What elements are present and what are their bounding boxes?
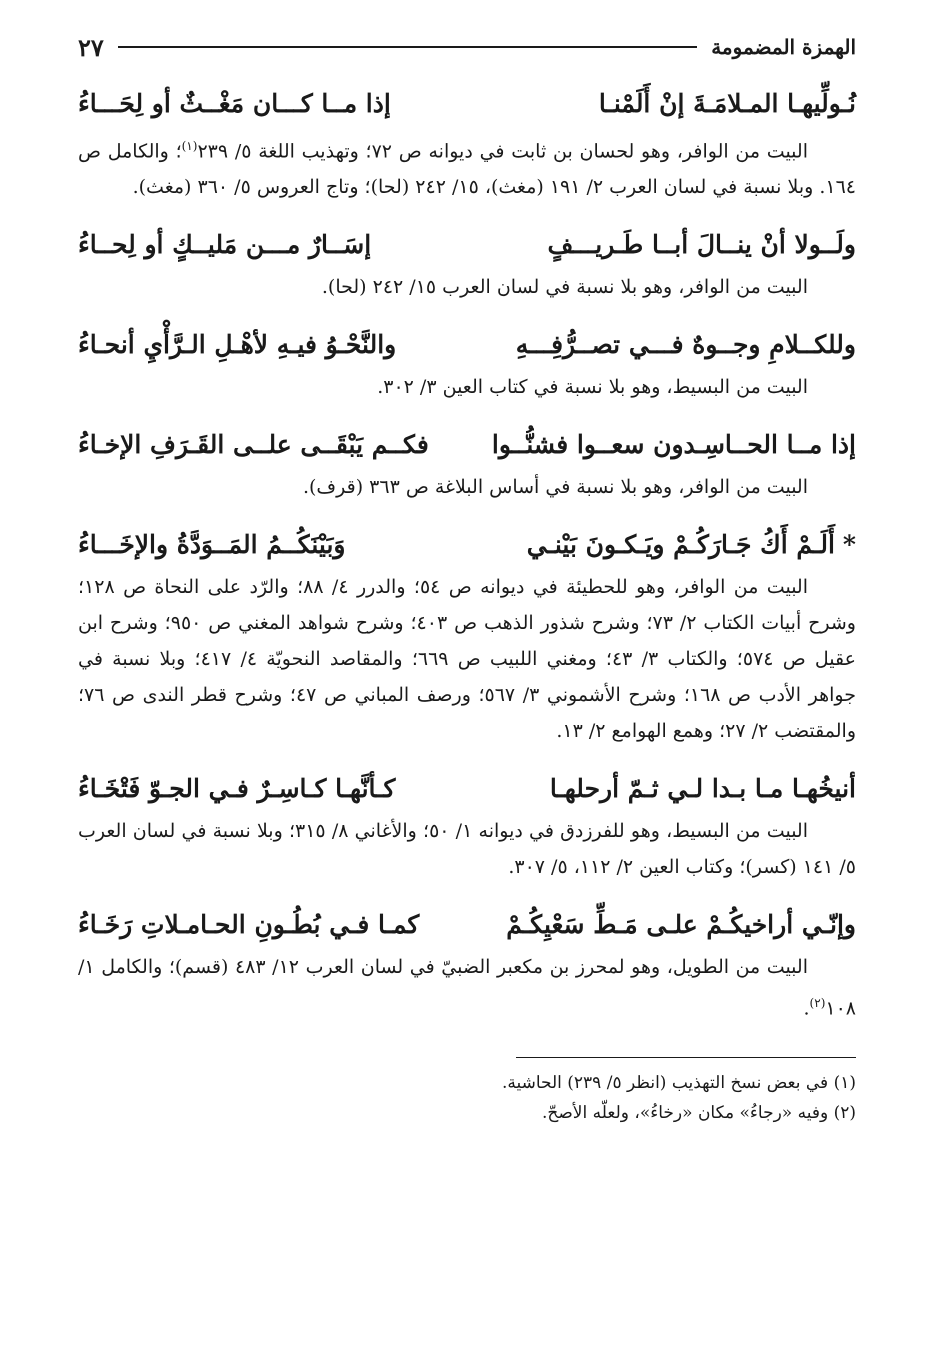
second-hemistich: إسَــارٌ مـــن مَليــكٍ أو لِحــاءُ [78, 230, 372, 260]
footnote: (٢) وفيه «رجاءُ» مكان «رخاءُ»، ولعلّه الأصحّ. [541, 1102, 856, 1123]
footnote-separator [516, 1057, 856, 1058]
verse-line [78, 903, 856, 947]
verse-note [78, 949, 856, 1026]
first-hemistich [527, 523, 856, 567]
footnote-reference[interactable]: (١) [181, 139, 198, 153]
second-hemistich: والنَّحْـوُ فيـهِ لأهْـلِ الـرَّأْيِ أنحـاءُ [78, 330, 397, 360]
note-text: البيت من الوافر، وهو لحسان بن ثابت في ديوانه ص ٧٢؛ وتهذيب اللغة ٥/ ٢٣٩ [197, 140, 808, 163]
first-hemistich-text: أَلَـمْ أَكُ جَـارَكُـمْ ويَـكـونَ بَيْنـي [526, 530, 835, 560]
verse-entry [78, 767, 856, 885]
verse-line [78, 523, 856, 567]
verse-entry [78, 223, 856, 305]
verse-line [78, 323, 856, 367]
verse-note: البيت من الوافر، وهو بلا نسبة في لسان العرب ١٥/ ٢٤٢ (لحا). [321, 276, 808, 299]
second-hemistich: كمـا فـي بُطُـونِ الحـامـلاتِ رَخَـاءُ [78, 910, 420, 940]
note-text-continued: . [803, 997, 810, 1020]
page-header [78, 30, 856, 64]
note-text: البيت من الطويل، وهو لمحرز بن مكعبر الضبيّ في لسان العرب ١٢/ ٤٨٣ (قسم)؛ والكامل ١/ ١٠٨ [78, 956, 856, 1020]
note-text-continued: ؛ والكامل ص ١٦٤. وبلا نسبة في لسان العرب ٢/ ١٩١ (مغث)، ١٥/ ٢٤٢ (لحا)؛ وتاج العروس ٥/ ٣٦٠ (مغث). [78, 140, 856, 199]
verse-note: البيت من البسيط، وهو بلا نسبة في كتاب العين ٣/ ٣٠٢. [377, 376, 808, 399]
second-hemistich: إذا مــا كـــان مَغْــثٌ أو لِحَـــاءُ [78, 89, 391, 118]
verse-note [78, 128, 856, 205]
verse-entry [78, 323, 856, 405]
header-rule [118, 46, 697, 48]
first-hemistich: ولَــولا أنْ ينــالَ أبــا طَـريـــفٍ [547, 230, 856, 260]
verse-line [78, 767, 856, 811]
verse-line [78, 82, 856, 126]
first-hemistich: وللكــلامِ وجــوهٌ فـــي تصــرُّفِـــهِ [515, 330, 856, 360]
first-hemistich: نُـولِّيهـا المـلامَـةَ إنْ أَلَمْنـا [598, 89, 856, 118]
verse-line [78, 423, 856, 467]
verse-note: البيت من الوافر، وهو للحطيئة في ديوانه ص ٥٤؛ والدرر ٤/ ٨٨؛ والرّد على النحاة ص ١٢٨؛ وشرح أبيات الكتاب ٢/ ٧٣؛ وشرح شذور الذهب ص ٤٠٣؛ وشرح شواهد المغني ص ٩٥٠؛ وشرح ابن عقيل ص ٥٧٤؛ والكتاب ٣/ ٤٣؛ ومغني اللبيب ص ٦٦٩؛ والمقاصد النحويّة ٤/ ٤١٧؛ وبلا نسبة في جواهر الأدب ص ١٦٨؛ وشرح الأشموني ٣/ ٥٦٧؛ ورصف المباني ص ٤٧؛ وشرح قطر الندى ص ٧٦؛ والمقتضب ٢/ ٢٧؛ وهمع الهوامع ٢/ ١٣. [78, 576, 856, 743]
asterisk-marker: * [842, 530, 856, 560]
verse-line [78, 223, 856, 267]
running-title: الهمزة المضمومة [711, 35, 856, 59]
first-hemistich: وإنّـي أراخيكُـمْ علـى مَـطِّ سَعْيِكُـمْ [506, 910, 856, 940]
footnote: (١) في بعض نسخ التهذيب (انظر ٥/ ٢٣٩) الحاشية. [501, 1072, 856, 1093]
verse-note: البيت من البسيط، وهو للفرزدق في ديوانه ١/ ٥٠؛ والأغاني ٨/ ٣١٥؛ وبلا نسبة في لسان العرب ٥/ ١٤١ (كسر)؛ وكتاب العين ٢/ ١١٢، ٥/ ٣٠٧. [78, 820, 856, 879]
second-hemistich: وَبَيْنَكُــمُ المَــوَدَّةُ والإخَـــاءُ [78, 530, 346, 560]
footnote-reference[interactable]: (٢) [809, 996, 826, 1011]
first-hemistich: أنيخُهـا مـا بـدا لـي ثـمّ أرحلهـا [549, 774, 856, 804]
page-number: ٢٧ [78, 32, 104, 62]
verse-note: البيت من الوافر، وهو بلا نسبة في أساس البلاغة ص ٣٦٣ (قرف). [302, 476, 808, 499]
second-hemistich: فكــم يَبْقَــى علــى القَـرَفِ الإخـاءُ [78, 430, 429, 460]
second-hemistich: كـأنَّهـا كـاسِـرٌ فـي الجـوّ فَتْخَـاءُ [78, 774, 396, 804]
first-hemistich: إذا مــا الحــاسِـدون سعــوا فشنُّــوا [491, 430, 856, 460]
page [78, 30, 856, 1358]
verse-entry [78, 423, 856, 505]
verse-entry [78, 82, 856, 205]
verse-entry [78, 523, 856, 749]
verse-entry [78, 903, 856, 1026]
